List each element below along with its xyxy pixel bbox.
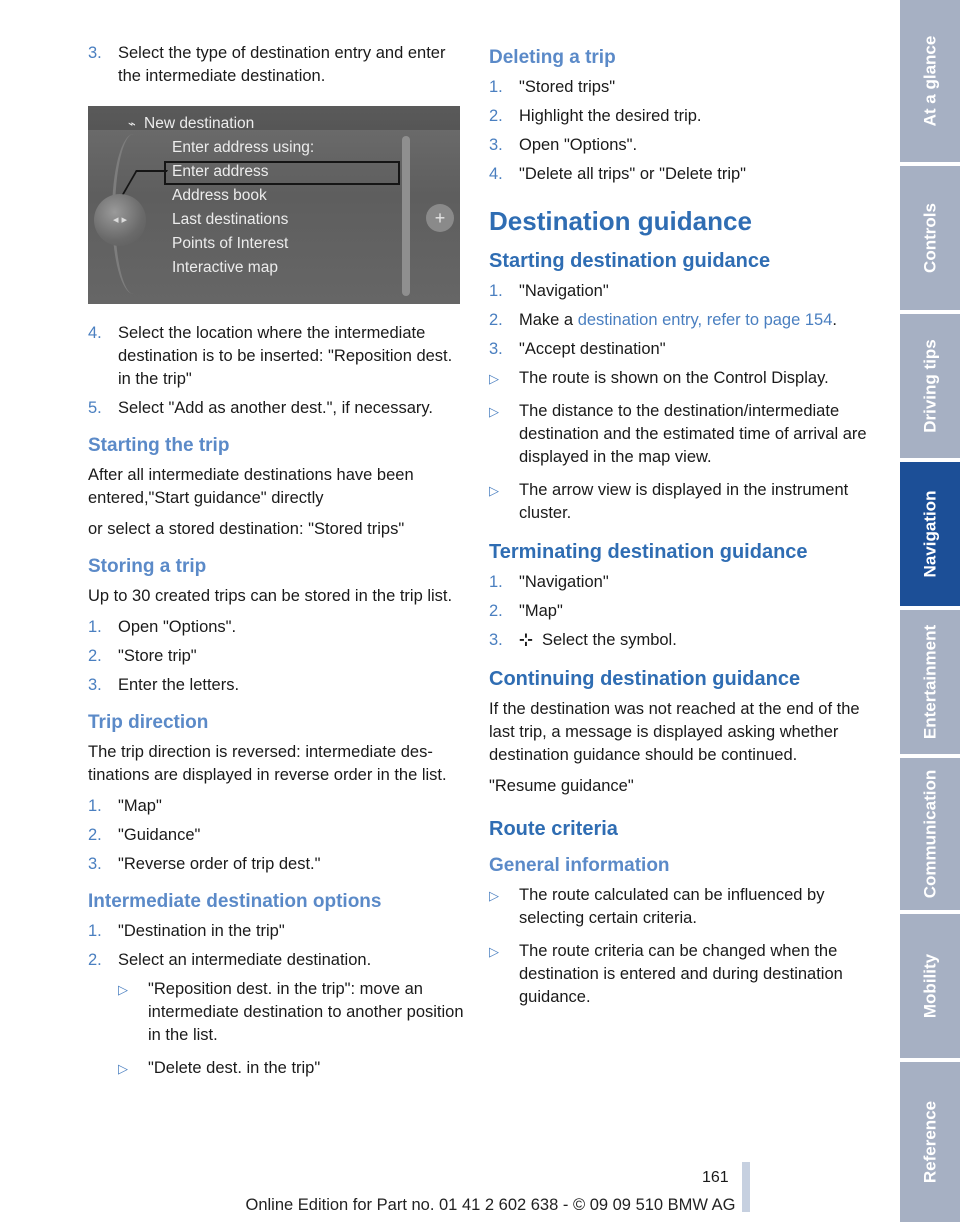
stop-guidance-icon: ⊹ — [519, 631, 533, 649]
bullet-item — [489, 400, 871, 469]
tab-label: Mobility — [920, 953, 940, 1019]
list-item — [489, 309, 871, 332]
list-text: "Map" — [519, 602, 563, 620]
heading-continuing-guidance: Continuing destination guidance — [489, 668, 801, 690]
sub-bullet — [118, 978, 464, 1047]
bullet-text: The route calculated can be influenced by selecting certain criteria. — [519, 886, 825, 927]
list-text: "Accept destination" — [519, 340, 666, 358]
list-item — [489, 105, 871, 128]
bullet-text: The route criteria can be changed when the destination is entered and during destination guidance. — [519, 942, 843, 1006]
heading-trip-direction: Trip direction — [88, 712, 209, 733]
list-text: "Navigation" — [519, 573, 609, 591]
list-item — [88, 674, 464, 697]
list-text: "Stored trips" — [519, 78, 616, 96]
list-item — [88, 42, 464, 88]
bullet-item — [489, 884, 871, 930]
list-text: Select the location where the intermediate destination is to be inserted: "Reposition dest. in the trip" — [118, 324, 453, 388]
list-number: 1. — [489, 573, 503, 591]
heading-destination-guidance: Destination guidance — [489, 206, 752, 236]
list-number: 4. — [489, 165, 503, 183]
paragraph: The trip direction is reversed: intermediate destinations are displayed in reverse order in the list. — [88, 743, 447, 784]
list-number: 2. — [88, 647, 102, 665]
paragraph: or select a stored destination: "Stored trips" — [88, 520, 405, 538]
list-item — [88, 853, 464, 876]
list-item — [489, 629, 871, 652]
screen-title: New destination — [144, 115, 255, 132]
controller-knob-icon: ◂ ▸ — [94, 194, 146, 246]
list-number: 3. — [88, 676, 102, 694]
list-item — [88, 949, 464, 972]
tab-label: Controls — [920, 203, 940, 273]
list-number: 4. — [88, 324, 102, 342]
bullet-item — [489, 367, 871, 390]
heading-deleting-trip: Deleting a trip — [489, 47, 616, 68]
zoom-plus-icon: + — [426, 204, 454, 232]
list-text: "Reverse order of trip dest." — [118, 855, 321, 873]
list-item — [88, 397, 464, 420]
tab-label: Reference — [920, 1100, 940, 1184]
list-text — [519, 309, 871, 332]
list-number: 1. — [88, 922, 102, 940]
list-text: "Guidance" — [118, 826, 201, 844]
list-number: 1. — [489, 78, 503, 96]
list-item — [489, 163, 871, 186]
text-suffix: . — [832, 311, 837, 329]
bullet-item — [489, 940, 871, 1009]
list-number: 1. — [88, 797, 102, 815]
tab-label: Navigation — [920, 490, 940, 578]
triangle-bullet-icon: ▷ — [489, 888, 499, 903]
list-item — [88, 795, 464, 818]
triangle-bullet-icon: ▷ — [118, 982, 128, 997]
list-text-content: Select the symbol. — [542, 631, 677, 649]
list-number: 2. — [88, 951, 102, 969]
list-item — [489, 76, 871, 99]
list-text: Enter the letters. — [118, 676, 240, 694]
list-text — [519, 629, 871, 652]
tab-label: At a glance — [920, 35, 940, 127]
tab-controls[interactable] — [900, 166, 960, 310]
bullet-text: The arrow view is displayed in the instrument cluster. — [519, 481, 849, 522]
paragraph: If the destination was not reached at the end of the last trip, a message is displayed asking whether destination guidance should be continued. — [489, 700, 860, 764]
tab-label: Communication — [920, 769, 940, 899]
list-text: Select "Add as another dest.", if necessary. — [118, 399, 433, 417]
list-text: "Destination in the trip" — [118, 922, 285, 940]
paragraph: Up to 30 created trips can be stored in the trip list. — [88, 587, 453, 605]
list-item — [88, 616, 464, 639]
bullet-text: The distance to the destination/intermediate destination and the estimated time of arrival are displayed in the map view. — [519, 402, 867, 466]
list-number: 2. — [489, 602, 503, 620]
control-display-screenshot — [88, 106, 460, 304]
screen-option: Last destinations — [172, 211, 289, 228]
heading-starting-guidance: Starting destination guidance — [489, 250, 771, 272]
screen-option: Interactive map — [172, 259, 278, 276]
list-text: Open "Options". — [118, 618, 237, 636]
list-item — [88, 824, 464, 847]
tab-navigation[interactable] — [900, 462, 960, 606]
heading-route-criteria: Route criteria — [489, 818, 618, 840]
list-item — [489, 600, 871, 623]
paragraph: After all intermediate destinations have been entered,"Start guidance" directly — [88, 466, 414, 507]
tab-label: Driving tips — [920, 339, 940, 433]
page-reference-link[interactable]: destination entry, refer to page 154 — [577, 311, 833, 329]
list-number: 3. — [88, 855, 102, 873]
tab-driving-tips[interactable] — [900, 314, 960, 458]
list-number: 2. — [489, 311, 503, 329]
list-number: 3. — [489, 340, 503, 358]
scroll-bar — [402, 136, 410, 296]
heading-storing-trip: Storing a trip — [88, 556, 207, 577]
triangle-bullet-icon: ▷ — [489, 483, 499, 498]
bullet-text: The route is shown on the Control Display. — [519, 369, 829, 387]
list-number: 3. — [489, 631, 503, 649]
right-column — [489, 42, 871, 1019]
tab-entertainment[interactable] — [900, 610, 960, 754]
list-item — [489, 134, 871, 157]
triangle-bullet-icon: ▷ — [489, 371, 499, 386]
tab-label: Entertainment — [920, 624, 940, 740]
paragraph: "Resume guidance" — [489, 777, 634, 795]
list-text: "Delete all trips" or "Delete trip" — [519, 165, 747, 183]
list-item — [489, 571, 871, 594]
text-prefix: Make a — [519, 311, 578, 329]
list-number: 1. — [489, 282, 503, 300]
list-item — [88, 322, 464, 391]
heading-intermediate-options: Intermediate destination options — [88, 891, 382, 912]
tab-at-a-glance[interactable] — [900, 0, 960, 162]
selection-highlight — [164, 161, 400, 185]
list-text: Select the type of destination entry and enter the intermediate destination. — [118, 44, 446, 85]
list-number: 2. — [489, 107, 503, 125]
list-text: Highlight the desired trip. — [519, 107, 702, 125]
list-text: "Store trip" — [118, 647, 197, 665]
bullet-text: "Delete dest. in the trip" — [148, 1059, 321, 1077]
navigation-icon: ⌁ — [128, 116, 136, 131]
bullet-text: "Reposition dest. in the trip": move an intermediate destination to another position in the list. — [148, 980, 464, 1044]
sub-bullet — [118, 1057, 464, 1080]
chapter-tabs — [900, 0, 960, 1222]
list-text: "Map" — [118, 797, 162, 815]
tab-communication[interactable] — [900, 758, 960, 910]
triangle-bullet-icon: ▷ — [489, 944, 499, 959]
list-text: Open "Options". — [519, 136, 638, 154]
screen-option: Points of Interest — [172, 235, 289, 252]
bullet-item — [489, 479, 871, 525]
list-number: 5. — [88, 399, 102, 417]
footer-edition-text: Online Edition for Part no. 01 41 2 602 638 - © 09 09 510 BMW AG — [245, 1196, 736, 1214]
screen-option: Address book — [172, 187, 267, 204]
list-number: 3. — [489, 136, 503, 154]
list-item — [489, 338, 871, 361]
screen-option: Enter address using: — [172, 139, 315, 156]
tab-mobility[interactable] — [900, 914, 960, 1058]
list-text: "Navigation" — [519, 282, 609, 300]
left-column — [88, 42, 464, 1090]
tab-reference[interactable] — [900, 1062, 960, 1222]
heading-general-information: General information — [489, 855, 670, 876]
list-text: Select an intermediate destination. — [118, 951, 372, 969]
list-item — [88, 920, 464, 943]
heading-starting-trip: Starting the trip — [88, 435, 230, 456]
screen-option-selected: Enter address — [172, 163, 269, 180]
list-item — [88, 645, 464, 668]
list-number: 3. — [88, 44, 102, 62]
list-item — [489, 280, 871, 303]
list-number: 1. — [88, 618, 102, 636]
triangle-bullet-icon: ▷ — [489, 404, 499, 419]
page-number: 161 — [702, 1169, 729, 1186]
heading-terminating-guidance: Terminating destination guidance — [489, 541, 808, 563]
triangle-bullet-icon: ▷ — [118, 1061, 128, 1076]
list-number: 2. — [88, 826, 102, 844]
